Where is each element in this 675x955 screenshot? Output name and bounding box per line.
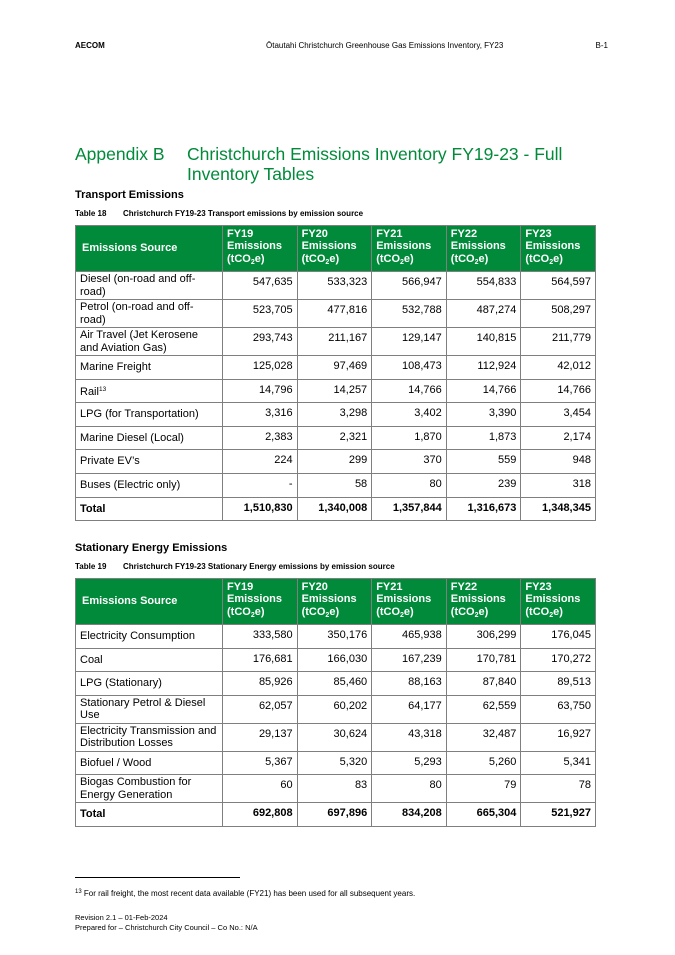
row-source-name bbox=[76, 426, 223, 450]
unit-suffix: e) bbox=[403, 252, 414, 265]
row-value-fy22: 140,815 bbox=[446, 328, 521, 356]
column-header-label: Emissions bbox=[525, 593, 581, 606]
row-value-fy21: 43,318 bbox=[372, 723, 447, 751]
row-value-fy21: 14,766 bbox=[372, 379, 447, 403]
stationary-section-heading: Stationary Energy Emissions bbox=[75, 542, 228, 554]
column-header-unit bbox=[227, 253, 293, 270]
column-header-unit bbox=[376, 253, 442, 270]
source-label: Buses (Electric only) bbox=[80, 479, 181, 492]
column-header-unit bbox=[302, 606, 368, 623]
table-row bbox=[76, 300, 596, 328]
footnote-separator bbox=[75, 877, 240, 878]
column-header-fy22 bbox=[446, 226, 521, 272]
transport-section-heading: Transport Emissions bbox=[75, 189, 184, 201]
column-header-year: FY21 bbox=[376, 580, 403, 593]
row-value-fy21: 3,402 bbox=[372, 403, 447, 427]
row-value-fy22: 62,559 bbox=[446, 695, 521, 723]
row-source-name bbox=[76, 672, 223, 696]
table-row bbox=[76, 625, 596, 649]
row-value-fy22: 170,781 bbox=[446, 648, 521, 672]
row-value-fy19: 14,796 bbox=[223, 379, 298, 403]
unit-suffix: e) bbox=[329, 252, 340, 265]
column-header-unit bbox=[227, 606, 293, 623]
row-value-fy22: 87,840 bbox=[446, 672, 521, 696]
row-value-fy21: 5,293 bbox=[372, 751, 447, 775]
row-value-fy22: 239 bbox=[446, 473, 521, 497]
source-label: Marine Freight bbox=[80, 361, 151, 374]
column-header-unit bbox=[525, 253, 591, 270]
table-row bbox=[76, 450, 596, 474]
unit-prefix: (tCO bbox=[525, 252, 550, 265]
table-19-caption-number: Table 19 bbox=[75, 562, 107, 571]
header-brand: AECOM bbox=[75, 41, 105, 50]
table-19-caption-text: Christchurch FY19-23 Stationary Energy emissions by emission source bbox=[123, 562, 395, 571]
unit-prefix: (tCO bbox=[227, 605, 251, 618]
column-header-fy21 bbox=[372, 579, 447, 625]
row-value-fy23: 211,779 bbox=[521, 328, 596, 356]
column-header-unit bbox=[525, 606, 591, 623]
column-header-fy19 bbox=[223, 226, 298, 272]
table-row bbox=[76, 328, 596, 356]
table-row bbox=[76, 356, 596, 380]
row-value-fy19: 176,681 bbox=[223, 648, 298, 672]
row-value-fy21: 566,947 bbox=[372, 272, 447, 300]
column-header-label: Emissions bbox=[227, 240, 283, 253]
row-value-fy21: 80 bbox=[372, 775, 447, 803]
table-row bbox=[76, 648, 596, 672]
row-value-fy19: 2,383 bbox=[223, 426, 298, 450]
row-source-name bbox=[76, 751, 223, 775]
unit-subscript: 2 bbox=[400, 258, 404, 266]
column-header-fy22 bbox=[446, 579, 521, 625]
row-source-name bbox=[76, 450, 223, 474]
row-value-fy23: 89,513 bbox=[521, 672, 596, 696]
row-value-fy20: 3,298 bbox=[297, 403, 372, 427]
row-value-fy19: 293,743 bbox=[223, 328, 298, 356]
row-value-fy22: 1,873 bbox=[446, 426, 521, 450]
table-row bbox=[76, 379, 596, 403]
source-label: Air Travel (Jet Kerosene and Aviation Gas) bbox=[80, 329, 198, 354]
column-header-unit bbox=[451, 606, 517, 623]
column-header-fy19 bbox=[223, 579, 298, 625]
row-source-name bbox=[76, 356, 223, 380]
row-value-fy21: 64,177 bbox=[372, 695, 447, 723]
column-header-year: FY22 bbox=[450, 580, 478, 593]
table-header-row bbox=[76, 226, 596, 272]
row-value-fy23: 16,927 bbox=[521, 723, 596, 751]
column-header-emissions-source: Emissions Source bbox=[76, 226, 223, 272]
row-value-fy21: 1,870 bbox=[372, 426, 447, 450]
table-row bbox=[76, 426, 596, 450]
column-header-year: FY23 bbox=[525, 227, 552, 240]
row-value-fy23: 521,927 bbox=[521, 803, 596, 827]
unit-subscript: 2 bbox=[250, 258, 255, 266]
source-label: Biofuel / Wood bbox=[80, 756, 152, 769]
row-value-fy20: 5,320 bbox=[297, 751, 372, 775]
stationary-energy-emissions-table bbox=[75, 578, 596, 827]
unit-subscript: 2 bbox=[549, 611, 554, 619]
unit-subscript: 2 bbox=[549, 258, 554, 266]
source-label: Marine Diesel (Local) bbox=[80, 431, 184, 444]
column-header-unit bbox=[302, 253, 368, 270]
row-value-fy19: - bbox=[223, 473, 298, 497]
column-header-label: Emissions bbox=[450, 240, 506, 253]
row-value-fy23: 3,454 bbox=[521, 403, 596, 427]
source-label: LPG (Stationary) bbox=[80, 677, 162, 690]
table-19-caption bbox=[75, 562, 395, 571]
row-source-name bbox=[76, 723, 223, 751]
row-value-fy20: 211,167 bbox=[297, 328, 372, 356]
row-value-fy20: 60,202 bbox=[297, 695, 372, 723]
table-row bbox=[76, 672, 596, 696]
row-value-fy20: 2,321 bbox=[297, 426, 372, 450]
table-total-row bbox=[76, 803, 596, 827]
row-value-fy23: 2,174 bbox=[521, 426, 596, 450]
footer-revision: Revision 2.1 – 01-Feb-2024 bbox=[75, 913, 168, 922]
unit-subscript: 2 bbox=[400, 611, 404, 619]
column-header-year: FY22 bbox=[450, 227, 478, 240]
unit-prefix: (tCO bbox=[525, 605, 550, 618]
row-value-fy23: 5,341 bbox=[521, 751, 596, 775]
column-header-label: Emissions bbox=[450, 593, 506, 606]
row-value-fy19: 224 bbox=[223, 450, 298, 474]
column-header-label: Emissions bbox=[525, 240, 581, 253]
column-header-label: Emissions bbox=[301, 593, 357, 606]
table-row bbox=[76, 403, 596, 427]
table-row bbox=[76, 695, 596, 723]
row-value-fy23: 176,045 bbox=[521, 625, 596, 649]
table-18-caption-text: Christchurch FY19-23 Transport emissions by emission source bbox=[123, 209, 364, 218]
table-row bbox=[76, 272, 596, 300]
row-value-fy19: 125,028 bbox=[223, 356, 298, 380]
row-source-name bbox=[76, 695, 223, 723]
source-label: Coal bbox=[80, 653, 103, 666]
row-value-fy23: 1,348,345 bbox=[521, 497, 596, 521]
column-header-year: FY20 bbox=[301, 580, 328, 593]
row-value-fy20: 58 bbox=[297, 473, 372, 497]
column-header-unit bbox=[451, 253, 517, 270]
row-value-fy23: 948 bbox=[521, 450, 596, 474]
row-value-fy22: 14,766 bbox=[446, 379, 521, 403]
unit-prefix: (tCO bbox=[450, 252, 475, 265]
row-value-fy22: 665,304 bbox=[446, 803, 521, 827]
source-label: LPG (for Transportation) bbox=[80, 408, 199, 421]
row-value-fy22: 5,260 bbox=[446, 751, 521, 775]
table-row bbox=[76, 723, 596, 751]
row-value-fy23: 78 bbox=[521, 775, 596, 803]
column-header-fy23 bbox=[521, 579, 596, 625]
footer-prepared-for: Prepared for – Christchurch City Council – Co No.: N/A bbox=[75, 923, 258, 932]
row-value-fy22: 554,833 bbox=[446, 272, 521, 300]
table-18-caption bbox=[75, 209, 363, 218]
unit-subscript: 2 bbox=[250, 611, 255, 619]
page-footer bbox=[75, 913, 258, 933]
unit-subscript: 2 bbox=[474, 258, 479, 266]
row-value-fy21: 834,208 bbox=[372, 803, 447, 827]
source-label: Biogas Combustion for Energy Generation bbox=[80, 776, 192, 801]
column-header-label: Emissions bbox=[301, 240, 357, 253]
unit-prefix: (tCO bbox=[376, 252, 401, 265]
row-value-fy21: 465,938 bbox=[372, 625, 447, 649]
appendix-label: Appendix B bbox=[75, 144, 165, 164]
row-value-fy23: 42,012 bbox=[521, 356, 596, 380]
row-value-fy19: 1,510,830 bbox=[223, 497, 298, 521]
column-header-label: Emissions bbox=[376, 593, 432, 606]
row-value-fy19: 29,137 bbox=[223, 723, 298, 751]
row-source-name bbox=[76, 328, 223, 356]
column-header-fy23 bbox=[521, 226, 596, 272]
row-value-fy19: 523,705 bbox=[223, 300, 298, 328]
table-header-row bbox=[76, 579, 596, 625]
row-value-fy19: 692,808 bbox=[223, 803, 298, 827]
source-label: Diesel (on-road and off-road) bbox=[80, 273, 196, 298]
source-label: Private EV’s bbox=[80, 455, 140, 468]
unit-prefix: (tCO bbox=[450, 605, 475, 618]
row-value-fy20: 1,340,008 bbox=[297, 497, 372, 521]
table-row bbox=[76, 775, 596, 803]
row-value-fy21: 108,473 bbox=[372, 356, 447, 380]
row-source-name bbox=[76, 379, 223, 403]
unit-prefix: (tCO bbox=[301, 605, 326, 618]
row-value-fy20: 697,896 bbox=[297, 803, 372, 827]
unit-subscript: 2 bbox=[474, 611, 479, 619]
row-value-fy20: 14,257 bbox=[297, 379, 372, 403]
row-source-name bbox=[76, 300, 223, 328]
appendix-title: Christchurch Emissions Inventory FY19-23 - Full Inventory Tables bbox=[187, 144, 563, 184]
header-page-number: B-1 bbox=[595, 41, 608, 50]
row-value-fy20: 83 bbox=[297, 775, 372, 803]
footnote bbox=[75, 889, 415, 898]
column-header-fy20 bbox=[297, 579, 372, 625]
unit-suffix: e) bbox=[553, 252, 563, 265]
row-value-fy23: 14,766 bbox=[521, 379, 596, 403]
row-source-name bbox=[76, 803, 223, 827]
column-header-year: FY23 bbox=[525, 580, 552, 593]
row-source-name bbox=[76, 775, 223, 803]
unit-suffix: e) bbox=[553, 605, 563, 618]
row-value-fy19: 333,580 bbox=[223, 625, 298, 649]
unit-suffix: e) bbox=[329, 605, 340, 618]
row-value-fy20: 85,460 bbox=[297, 672, 372, 696]
row-value-fy23: 170,272 bbox=[521, 648, 596, 672]
row-value-fy20: 477,816 bbox=[297, 300, 372, 328]
row-value-fy19: 60 bbox=[223, 775, 298, 803]
unit-suffix: e) bbox=[254, 605, 265, 618]
source-label: Electricity Consumption bbox=[80, 630, 195, 643]
row-value-fy20: 97,469 bbox=[297, 356, 372, 380]
source-label: Total bbox=[80, 808, 106, 821]
row-source-name bbox=[76, 473, 223, 497]
column-header-year: FY19 bbox=[227, 580, 254, 593]
footnote-mark: 13 bbox=[75, 889, 82, 895]
source-label: Rail bbox=[80, 385, 99, 398]
column-header-label: Emissions bbox=[376, 240, 432, 253]
row-value-fy23: 508,297 bbox=[521, 300, 596, 328]
row-value-fy21: 532,788 bbox=[372, 300, 447, 328]
table-total-row bbox=[76, 497, 596, 521]
row-value-fy22: 306,299 bbox=[446, 625, 521, 649]
row-value-fy20: 30,624 bbox=[297, 723, 372, 751]
header-document-title: Ōtautahi Christchurch Greenhouse Gas Emissions Inventory, FY23 bbox=[266, 41, 504, 50]
row-value-fy19: 5,367 bbox=[223, 751, 298, 775]
column-header-fy21 bbox=[372, 226, 447, 272]
row-value-fy19: 3,316 bbox=[223, 403, 298, 427]
source-label: Electricity Transmission and Distribution Losses bbox=[80, 724, 217, 750]
table-18-caption-number: Table 18 bbox=[75, 209, 107, 218]
row-value-fy23: 318 bbox=[521, 473, 596, 497]
row-value-fy23: 564,597 bbox=[521, 272, 596, 300]
row-value-fy22: 1,316,673 bbox=[446, 497, 521, 521]
row-value-fy21: 88,163 bbox=[372, 672, 447, 696]
row-value-fy19: 85,926 bbox=[223, 672, 298, 696]
unit-suffix: e) bbox=[254, 252, 265, 265]
column-header-year: FY19 bbox=[227, 227, 254, 240]
footnote-reference: 13 bbox=[98, 385, 107, 393]
row-source-name bbox=[76, 497, 223, 521]
footnote-text: For rail freight, the most recent data available (FY21) has been used for all subsequent years. bbox=[83, 889, 416, 898]
column-header-label: Emissions bbox=[227, 593, 283, 606]
row-value-fy20: 299 bbox=[297, 450, 372, 474]
source-label: Total bbox=[80, 502, 106, 515]
row-value-fy21: 1,357,844 bbox=[372, 497, 447, 521]
source-label: Petrol (on-road and off-road) bbox=[80, 301, 194, 326]
row-source-name bbox=[76, 625, 223, 649]
source-label: Stationary Petrol & Diesel Use bbox=[80, 696, 206, 722]
row-source-name bbox=[76, 272, 223, 300]
row-value-fy22: 487,274 bbox=[446, 300, 521, 328]
table-row bbox=[76, 751, 596, 775]
unit-subscript: 2 bbox=[325, 611, 330, 619]
unit-suffix: e) bbox=[478, 252, 489, 265]
row-source-name bbox=[76, 648, 223, 672]
row-value-fy22: 32,487 bbox=[446, 723, 521, 751]
column-header-emissions-source: Emissions Source bbox=[76, 579, 223, 625]
row-value-fy21: 370 bbox=[372, 450, 447, 474]
row-source-name bbox=[76, 403, 223, 427]
column-header-year: FY20 bbox=[301, 227, 328, 240]
unit-suffix: e) bbox=[403, 605, 414, 618]
row-value-fy22: 112,924 bbox=[446, 356, 521, 380]
table-row bbox=[76, 473, 596, 497]
page-header bbox=[75, 41, 608, 53]
column-header-fy20 bbox=[297, 226, 372, 272]
row-value-fy21: 167,239 bbox=[372, 648, 447, 672]
unit-prefix: (tCO bbox=[227, 252, 251, 265]
row-value-fy19: 547,635 bbox=[223, 272, 298, 300]
transport-emissions-table bbox=[75, 225, 596, 521]
column-header-year: FY21 bbox=[376, 227, 403, 240]
row-value-fy19: 62,057 bbox=[223, 695, 298, 723]
row-value-fy22: 79 bbox=[446, 775, 521, 803]
row-value-fy21: 129,147 bbox=[372, 328, 447, 356]
unit-subscript: 2 bbox=[325, 258, 330, 266]
unit-prefix: (tCO bbox=[301, 252, 326, 265]
row-value-fy22: 559 bbox=[446, 450, 521, 474]
row-value-fy21: 80 bbox=[372, 473, 447, 497]
column-header-unit bbox=[376, 606, 442, 623]
row-value-fy20: 533,323 bbox=[297, 272, 372, 300]
unit-prefix: (tCO bbox=[376, 605, 401, 618]
row-value-fy20: 350,176 bbox=[297, 625, 372, 649]
unit-suffix: e) bbox=[478, 605, 489, 618]
row-value-fy23: 63,750 bbox=[521, 695, 596, 723]
row-value-fy22: 3,390 bbox=[446, 403, 521, 427]
row-value-fy20: 166,030 bbox=[297, 648, 372, 672]
